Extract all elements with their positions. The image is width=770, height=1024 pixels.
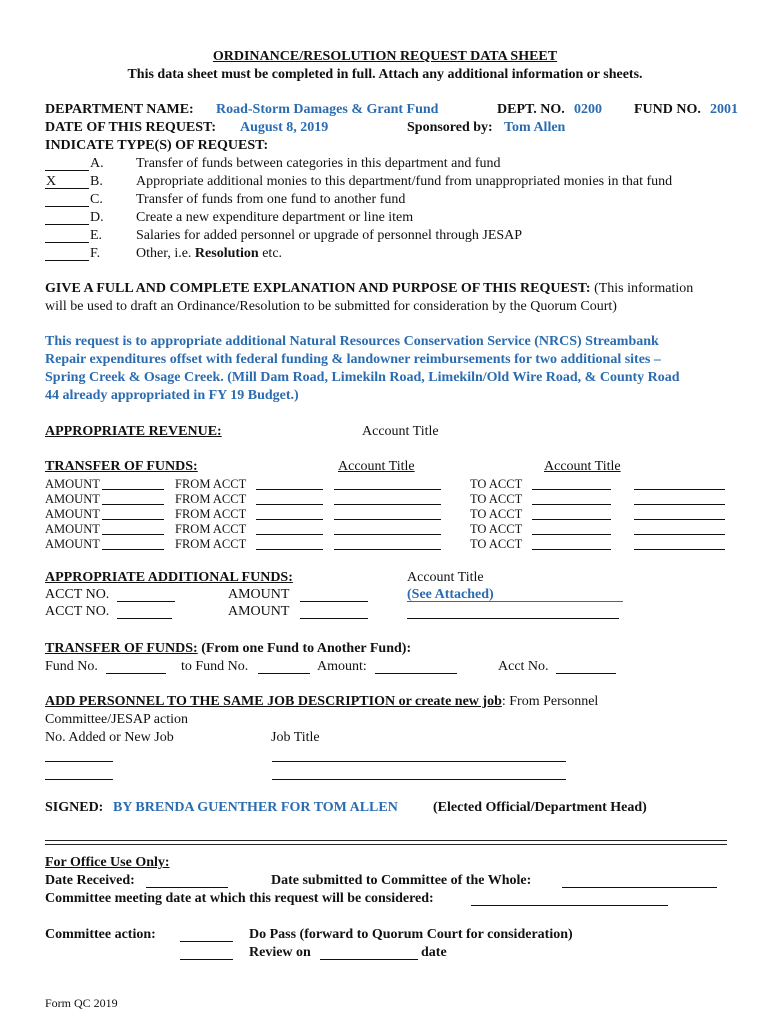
from-acct-field[interactable] <box>256 504 323 505</box>
do-pass-field[interactable] <box>180 941 233 942</box>
from-acct-label: FROM ACCT <box>175 507 247 521</box>
date-received-field[interactable] <box>146 887 228 888</box>
explanation-body-3: Spring Creek & Osage Creek. (Mill Dam Road, Limekiln Road, Limekiln/Old Wire Road, & County Road <box>45 370 680 385</box>
amount-field[interactable] <box>102 489 164 490</box>
to-acct-label: TO ACCT <box>470 492 523 506</box>
account-title-field[interactable] <box>407 601 623 602</box>
type-text: Transfer of funds between categories in this department and fund <box>136 156 501 171</box>
type-text: Appropriate additional monies to this department/fund from unappropriated monies in that fund <box>136 174 673 189</box>
from-title-field[interactable] <box>334 489 441 490</box>
explanation-body-1: This request is to appropriate additional Natural Resources Conservation Service (NRCS) Streambank <box>45 334 659 349</box>
type-letter: B. <box>90 174 103 189</box>
dept-no-value: 0200 <box>574 102 602 117</box>
to-title-field[interactable] <box>634 489 725 490</box>
type-text-main: Other, i.e. <box>136 246 192 261</box>
amount-field[interactable] <box>300 618 368 619</box>
committee-action-label: Committee action: <box>45 927 156 942</box>
account-title-field[interactable] <box>407 618 619 619</box>
to-acct-label: TO ACCT <box>470 477 523 491</box>
review-date-field[interactable] <box>320 959 418 960</box>
amount-label: AMOUNT <box>45 507 100 521</box>
job-title-field[interactable] <box>272 779 566 780</box>
fund-no-label: FUND NO. <box>634 102 701 117</box>
amount-field[interactable] <box>102 504 164 505</box>
fund-no-label: Fund No. <box>45 659 98 674</box>
type-letter: F. <box>90 246 101 261</box>
check-line[interactable] <box>45 170 89 171</box>
signed-role: (Elected Official/Department Head) <box>433 800 647 815</box>
personnel-heading <box>45 694 598 710</box>
check-line[interactable] <box>45 260 89 261</box>
check-line[interactable] <box>45 224 89 225</box>
form-subtitle: This data sheet must be completed in full. Attach any additional information or sheets. <box>127 67 643 82</box>
sponsor-label: Sponsored by: <box>407 120 493 135</box>
job-title-label: Job Title <box>271 730 320 745</box>
amount-field[interactable] <box>102 534 164 535</box>
dept-no-label: DEPT. NO. <box>497 102 565 117</box>
explanation-heading-bold: GIVE A FULL AND COMPLETE EXPLANATION AND PURPOSE OF THIS REQUEST: <box>45 281 591 296</box>
do-pass-label: Do Pass (forward to Quorum Court for consideration) <box>249 927 573 942</box>
meeting-date-field[interactable] <box>471 905 668 906</box>
sponsor-value: Tom Allen <box>504 120 566 135</box>
to-acct-field[interactable] <box>532 504 611 505</box>
from-acct-field[interactable] <box>256 489 323 490</box>
to-acct-field[interactable] <box>532 534 611 535</box>
from-title-field[interactable] <box>334 549 441 550</box>
date-value: August 8, 2019 <box>240 120 329 135</box>
acct-no-field[interactable] <box>117 618 172 619</box>
type-letter: D. <box>90 210 104 225</box>
to-title-field[interactable] <box>634 549 725 550</box>
review-on-label: Review on <box>249 945 311 960</box>
explanation-heading-note: (This information <box>590 281 694 296</box>
from-acct-label: FROM ACCT <box>175 477 247 491</box>
form-title: ORDINANCE/RESOLUTION REQUEST DATA SHEET <box>212 49 558 64</box>
review-date-label: date <box>421 945 447 960</box>
explanation-heading <box>45 281 693 297</box>
see-attached: (See Attached) <box>407 587 494 602</box>
personnel-note: : From Personnel <box>501 694 599 709</box>
from-acct-label: FROM ACCT <box>175 492 247 506</box>
check-line[interactable] <box>45 242 89 243</box>
type-text <box>136 246 282 262</box>
personnel-heading-bold: ADD PERSONNEL TO THE SAME JOB DESCRIPTION or create new job <box>45 694 502 709</box>
job-title-field[interactable] <box>272 761 566 762</box>
from-acct-field[interactable] <box>256 519 323 520</box>
type-letter: E. <box>90 228 103 243</box>
to-acct-field[interactable] <box>532 519 611 520</box>
explanation-body-4: 44 already appropriated in FY 19 Budget.) <box>45 388 299 403</box>
type-letter: A. <box>90 156 104 171</box>
type-text-tail: etc. <box>258 246 283 261</box>
amount-label: AMOUNT <box>228 604 290 619</box>
meeting-date-label: Committee meeting date at which this request will be considered: <box>45 891 434 906</box>
personnel-line2: Committee/JESAP action <box>45 712 188 727</box>
from-title-field[interactable] <box>334 534 441 535</box>
no-added-field[interactable] <box>45 779 113 780</box>
signed-label: SIGNED: <box>45 800 104 815</box>
amount-field[interactable] <box>102 519 164 520</box>
acct-no-field[interactable] <box>556 673 616 674</box>
amount-label: AMOUNT <box>45 477 100 491</box>
no-added-field[interactable] <box>45 761 113 762</box>
type-letter: C. <box>90 192 103 207</box>
to-acct-label: TO ACCT <box>470 507 523 521</box>
check-line[interactable] <box>45 206 89 207</box>
additional-heading: APPROPRIATE ADDITIONAL FUNDS: <box>45 570 293 585</box>
review-field[interactable] <box>180 959 233 960</box>
from-acct-label: FROM ACCT <box>175 522 247 536</box>
separator-bottom <box>45 844 727 845</box>
type-text-bold: Resolution <box>194 246 259 261</box>
date-label: DATE OF THIS REQUEST: <box>45 120 217 135</box>
acct-no-label: Acct No. <box>498 659 549 674</box>
type-text: Create a new expenditure department or line item <box>136 210 414 225</box>
type-text: Transfer of funds from one fund to another fund <box>136 192 406 207</box>
form-id: Form QC 2019 <box>45 996 118 1010</box>
acct-no-label: ACCT NO. <box>45 587 110 602</box>
fund-transfer-heading-bold: TRANSFER OF FUNDS: <box>45 641 198 656</box>
acct-no-label: ACCT NO. <box>45 604 110 619</box>
to-fund-no-label: to Fund No. <box>181 659 249 674</box>
to-title-field[interactable] <box>634 519 725 520</box>
to-acct-label: TO ACCT <box>470 522 523 536</box>
signed-value: BY BRENDA GUENTHER FOR TOM ALLEN <box>113 800 398 815</box>
explanation-body-2: Repair expenditures offset with federal funding & landowner reimbursements for two additional sites – <box>45 352 661 367</box>
date-submitted-label: Date submitted to Committee of the Whole: <box>271 873 532 888</box>
amount-label: AMOUNT <box>45 492 100 506</box>
from-title-field[interactable] <box>334 519 441 520</box>
transfer-heading: TRANSFER OF FUNDS: <box>45 459 198 474</box>
from-title-field[interactable] <box>334 504 441 505</box>
amount-label: AMOUNT <box>45 522 100 536</box>
additional-account-title: Account Title <box>407 570 484 585</box>
to-title-field[interactable] <box>634 534 725 535</box>
fund-transfer-note: (From one Fund to Another Fund): <box>201 641 412 656</box>
to-title-field[interactable] <box>634 504 725 505</box>
no-added-label: No. Added or New Job <box>45 730 174 745</box>
amount-field[interactable] <box>300 601 368 602</box>
acct-no-field[interactable] <box>117 601 175 602</box>
from-acct-label: FROM ACCT <box>175 537 247 551</box>
type-text: Salaries for added personnel or upgrade of personnel through JESAP <box>136 228 523 243</box>
separator-top <box>45 840 727 841</box>
fund-transfer-heading <box>45 641 411 657</box>
date-submitted-field[interactable] <box>562 887 717 888</box>
transfer-account-title-2: Account Title <box>544 459 621 474</box>
amount-field[interactable] <box>375 673 457 674</box>
amount-label: AMOUNT <box>228 587 290 602</box>
date-received-label: Date Received: <box>45 873 135 888</box>
request-types-label: INDICATE TYPE(S) OF REQUEST: <box>45 138 269 153</box>
amount-label: AMOUNT <box>45 537 100 551</box>
fund-no-value: 2001 <box>710 102 738 117</box>
check-mark: X <box>46 174 57 189</box>
explanation-line2: will be used to draft an Ordinance/Resolution to be submitted for consideration by the Quorum Court) <box>45 299 617 314</box>
from-acct-field[interactable] <box>256 549 323 550</box>
dept-name-label: DEPARTMENT NAME: <box>45 102 194 117</box>
from-acct-field[interactable] <box>256 534 323 535</box>
revenue-heading: APPROPRIATE REVENUE: <box>45 424 222 439</box>
dept-name-value: Road-Storm Damages & Grant Fund <box>216 102 439 117</box>
to-acct-field[interactable] <box>532 489 611 490</box>
to-acct-label: TO ACCT <box>470 537 523 551</box>
amount-label: Amount: <box>317 659 367 674</box>
fund-no-field[interactable] <box>106 673 166 674</box>
amount-field[interactable] <box>102 549 164 550</box>
to-acct-field[interactable] <box>532 549 611 550</box>
to-fund-no-field[interactable] <box>258 673 310 674</box>
transfer-account-title-1: Account Title <box>338 459 415 474</box>
revenue-account-title: Account Title <box>362 424 439 439</box>
office-heading: For Office Use Only: <box>45 855 170 870</box>
